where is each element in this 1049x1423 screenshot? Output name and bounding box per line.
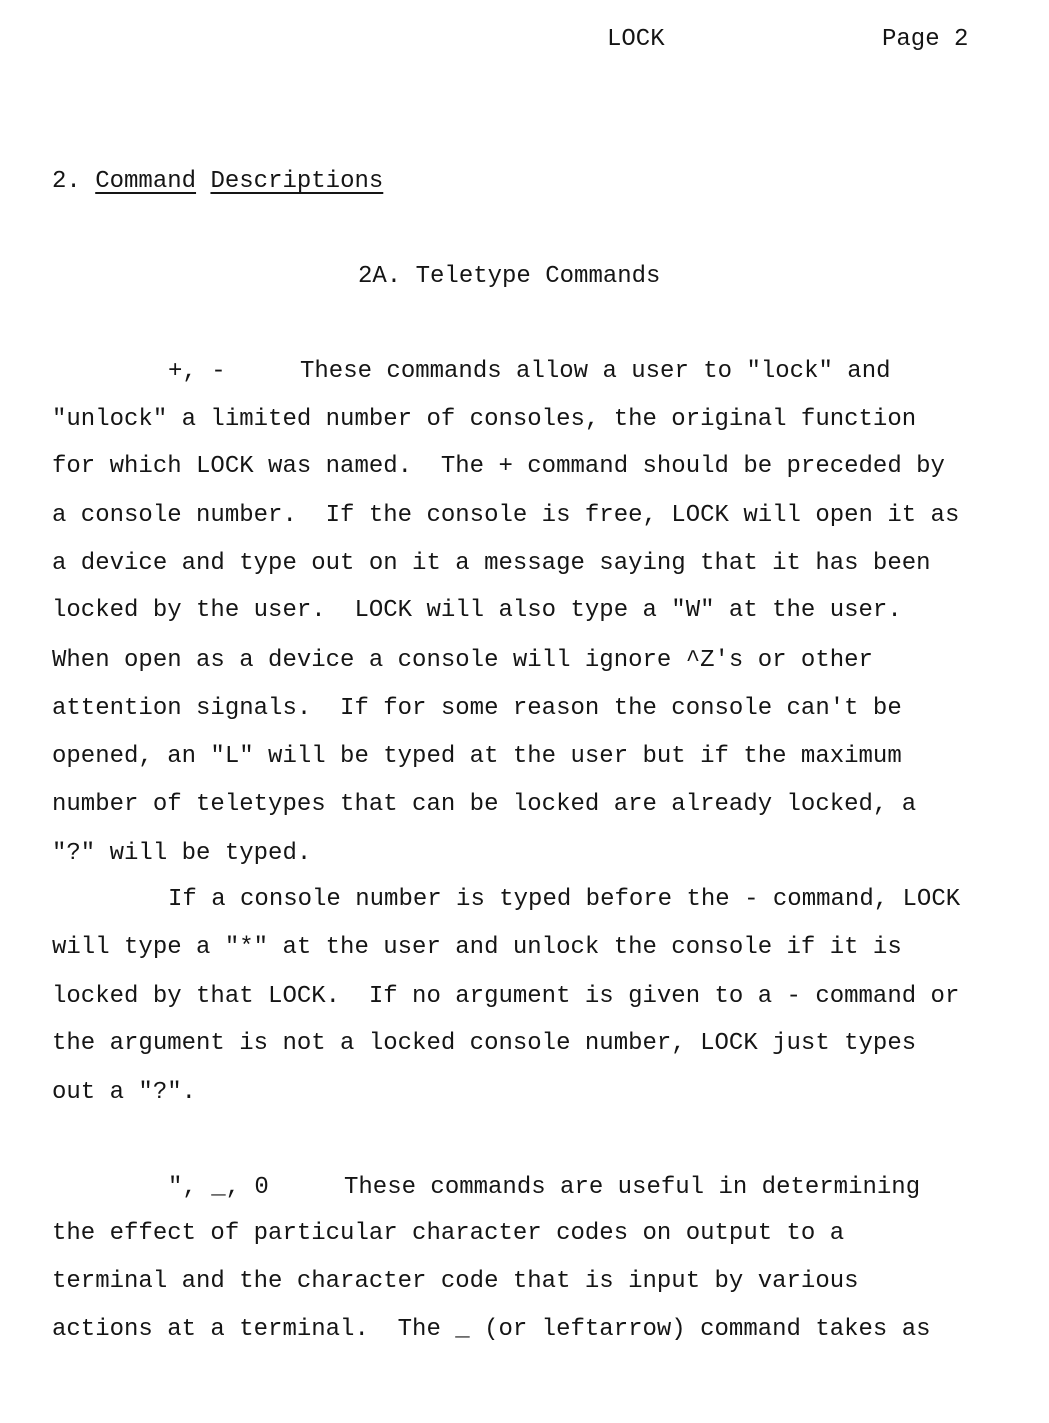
paragraph-line: a console number. If the console is free, LOCK will open it as: [52, 502, 960, 529]
paragraph-line: If a console number is typed before the - command, LOCK: [168, 886, 961, 913]
header-title: LOCK: [607, 26, 665, 53]
paragraph-line: locked by the user. LOCK will also type a "W" at the user.: [52, 597, 902, 624]
command-label: +, -: [168, 358, 226, 385]
paragraph-line: out a "?".: [52, 1079, 197, 1106]
section-title-word2: Descriptions: [210, 168, 384, 195]
command-label: ", _, 0: [168, 1174, 269, 1201]
paragraph-line: "?" will be typed.: [52, 840, 312, 867]
paragraph-line: the effect of particular character codes on output to a: [52, 1220, 845, 1247]
paragraph-line: actions at a terminal. The _ (or leftarrow) command takes as: [52, 1316, 931, 1343]
paragraph-line: ", _, 0 These commands are useful in determining: [168, 1174, 921, 1201]
paragraph-line: will type a "*" at the user and unlock the console if it is: [52, 934, 902, 961]
paragraph-line: When open as a device a console will ignore ^Z's or other: [52, 647, 873, 674]
paragraph-line: for which LOCK was named. The + command should be preceded by: [52, 453, 945, 480]
paragraph-line: number of teletypes that can be locked are already locked, a: [52, 791, 917, 818]
section-heading: [52, 168, 383, 195]
paragraph-line: locked by that LOCK. If no argument is given to a - command or: [52, 983, 960, 1010]
paragraph-line: the argument is not a locked console number, LOCK just types: [52, 1030, 917, 1057]
paragraph-line: "unlock" a limited number of consoles, the original function: [52, 406, 917, 433]
subsection-heading: 2A. Teletype Commands: [358, 263, 661, 290]
paragraph-line: opened, an "L" will be typed at the user but if the maximum: [52, 743, 902, 770]
paragraph-line: terminal and the character code that is input by various: [52, 1268, 859, 1295]
paragraph-line: +, - These commands allow a user to "lock" and: [168, 358, 891, 385]
section-number: 2.: [52, 168, 81, 195]
section-title-word1: Command: [95, 168, 197, 195]
paragraph-line: a device and type out on it a message saying that it has been: [52, 550, 931, 577]
paragraph-line: attention signals. If for some reason the console can't be: [52, 695, 902, 722]
page-number: Page 2: [882, 26, 969, 53]
